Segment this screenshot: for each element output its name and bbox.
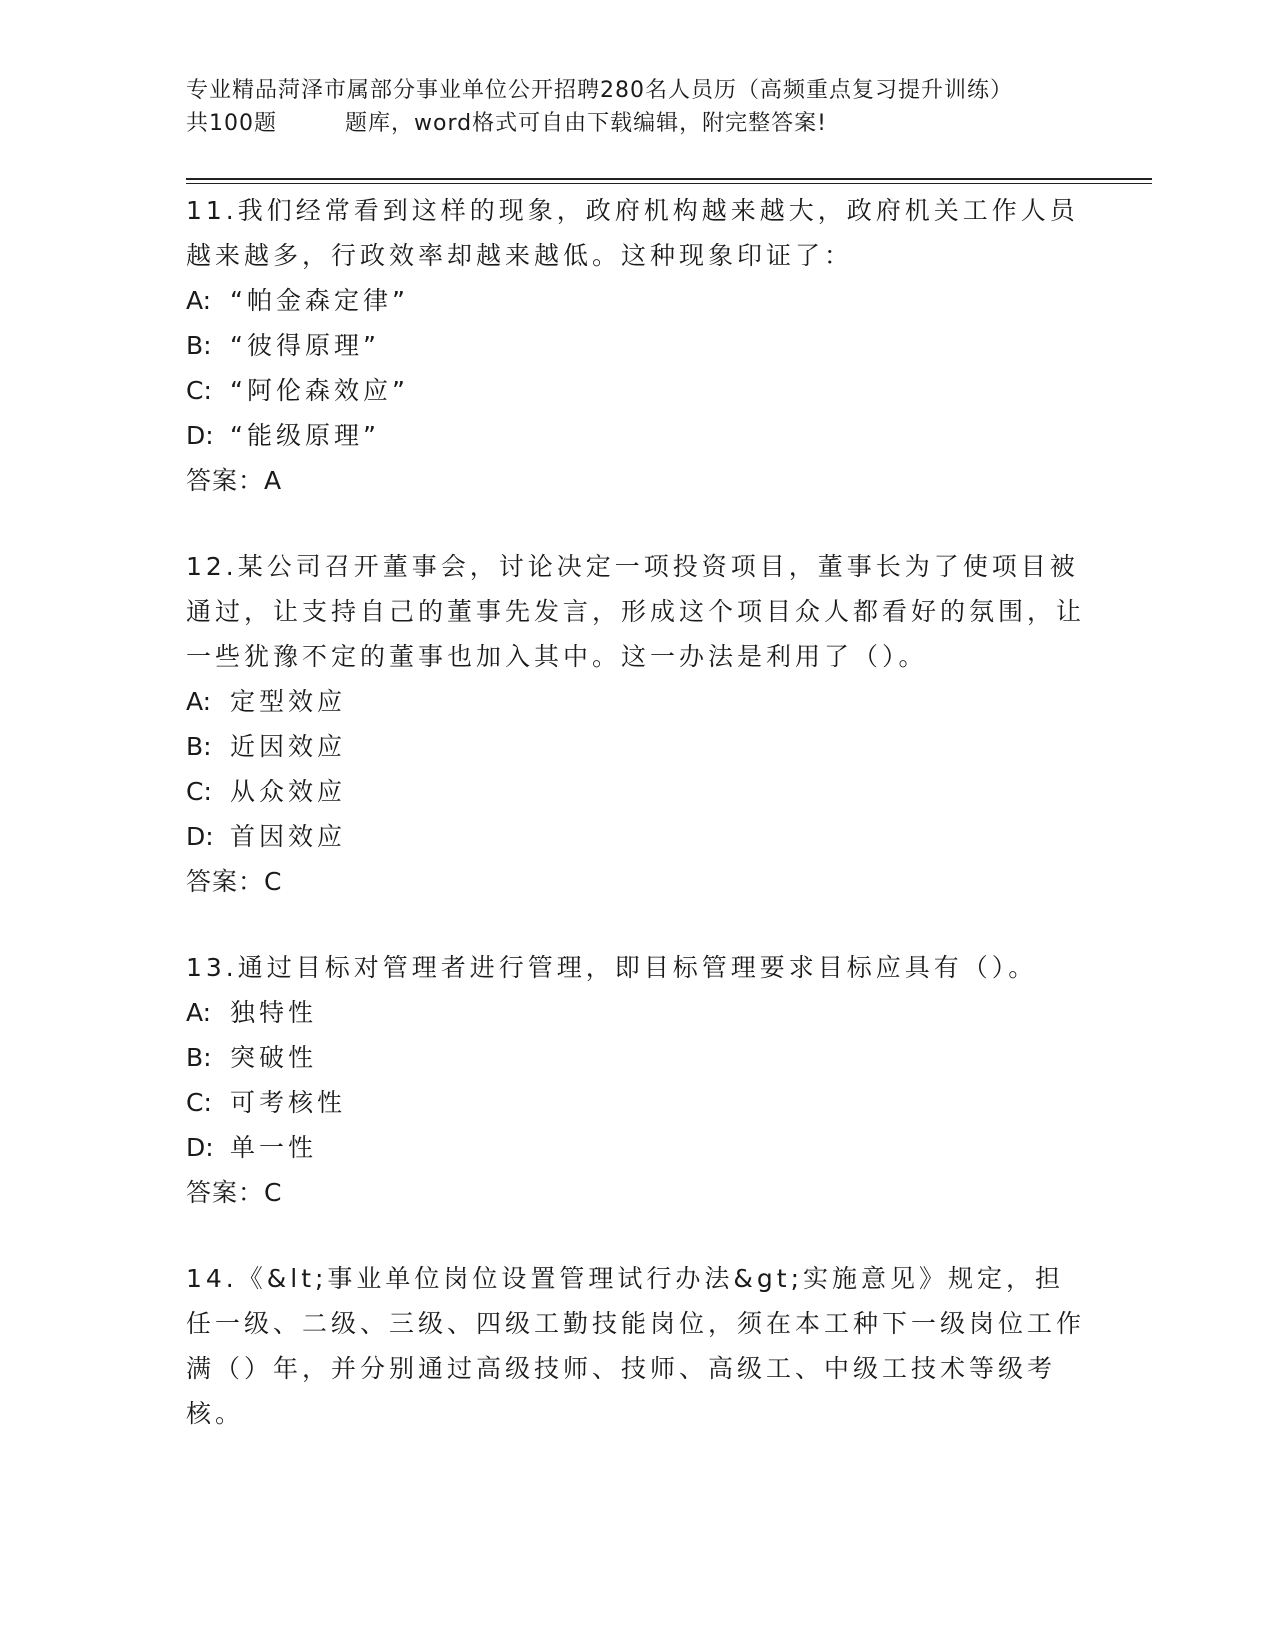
question-block — [186, 188, 1086, 503]
question-stem: 13.通过目标对管理者进行管理，即目标管理要求目标应具有（）。 — [186, 953, 1038, 982]
option-text: 单一性 — [230, 1133, 318, 1162]
option-letter: A: — [186, 286, 212, 315]
option-letter: D: — [186, 822, 214, 851]
question-answer: 答案：C — [186, 1178, 283, 1207]
option-letter: A: — [186, 998, 212, 1027]
question-list — [186, 188, 1086, 1477]
answer-option — [186, 323, 1086, 368]
option-text: 定型效应 — [230, 687, 347, 716]
answer-option — [186, 1035, 1086, 1080]
option-letter: B: — [186, 732, 212, 761]
option-text: 从众效应 — [230, 777, 347, 806]
option-text: “帕金森定律” — [230, 286, 409, 315]
header-title: 专业精品菏泽市属部分事业单位公开招聘280名人员历（高频重点复习提升训练） — [186, 78, 1013, 103]
option-text: “彼得原理” — [230, 331, 380, 360]
answer-option — [186, 814, 1086, 859]
answer-option — [186, 278, 1086, 323]
question-block — [186, 945, 1086, 1215]
option-text: 可考核性 — [230, 1088, 347, 1117]
question-block — [186, 1256, 1086, 1436]
option-letter: B: — [186, 1043, 212, 1072]
question-answer: 答案：A — [186, 466, 283, 495]
option-letter: C: — [186, 1088, 212, 1117]
header-question-count: 共100题 — [186, 111, 277, 136]
header-description: 题库，word格式可自由下载编辑，附完整答案! — [345, 111, 827, 136]
document-header — [186, 74, 1086, 140]
answer-option — [186, 368, 1086, 413]
option-text: “阿伦森效应” — [230, 376, 409, 405]
option-letter: C: — [186, 777, 212, 806]
answer-option — [186, 413, 1086, 458]
question-block — [186, 544, 1086, 904]
option-letter: C: — [186, 376, 212, 405]
header-divider-thin — [186, 183, 1152, 184]
answer-option — [186, 990, 1086, 1035]
option-text: 独特性 — [230, 998, 318, 1027]
answer-option — [186, 724, 1086, 769]
answer-option — [186, 769, 1086, 814]
header-divider-thick — [186, 178, 1152, 180]
question-answer: 答案：C — [186, 867, 283, 896]
answer-option — [186, 1080, 1086, 1125]
question-stem: 14.《&lt;事业单位岗位设置管理试行办法&gt;实施意见》规定，担任一级、二级、三级、四级工勤技能岗位，须在本工种下一级岗位工作满（）年，并分别通过高级技师、技师、高级工、中级工技术等级考核。 — [186, 1264, 1086, 1428]
option-text: 近因效应 — [230, 732, 347, 761]
option-text: “能级原理” — [230, 421, 380, 450]
header-subtitle — [186, 107, 1086, 140]
question-stem: 12.某公司召开董事会，讨论决定一项投资项目，董事长为了使项目被通过，让支持自己的董事先发言，形成这个项目众人都看好的氛围，让一些犹豫不定的董事也加入其中。这一办法是利用了（）。 — [186, 552, 1086, 671]
option-letter: B: — [186, 331, 212, 360]
answer-option — [186, 1125, 1086, 1170]
answer-option — [186, 679, 1086, 724]
option-letter: D: — [186, 1133, 214, 1162]
option-letter: D: — [186, 421, 214, 450]
option-text: 突破性 — [230, 1043, 318, 1072]
option-letter: A: — [186, 687, 212, 716]
option-text: 首因效应 — [230, 822, 347, 851]
question-stem: 11.我们经常看到这样的现象，政府机构越来越大，政府机关工作人员越来越多，行政效率却越来越低。这种现象印证了： — [186, 196, 1079, 270]
